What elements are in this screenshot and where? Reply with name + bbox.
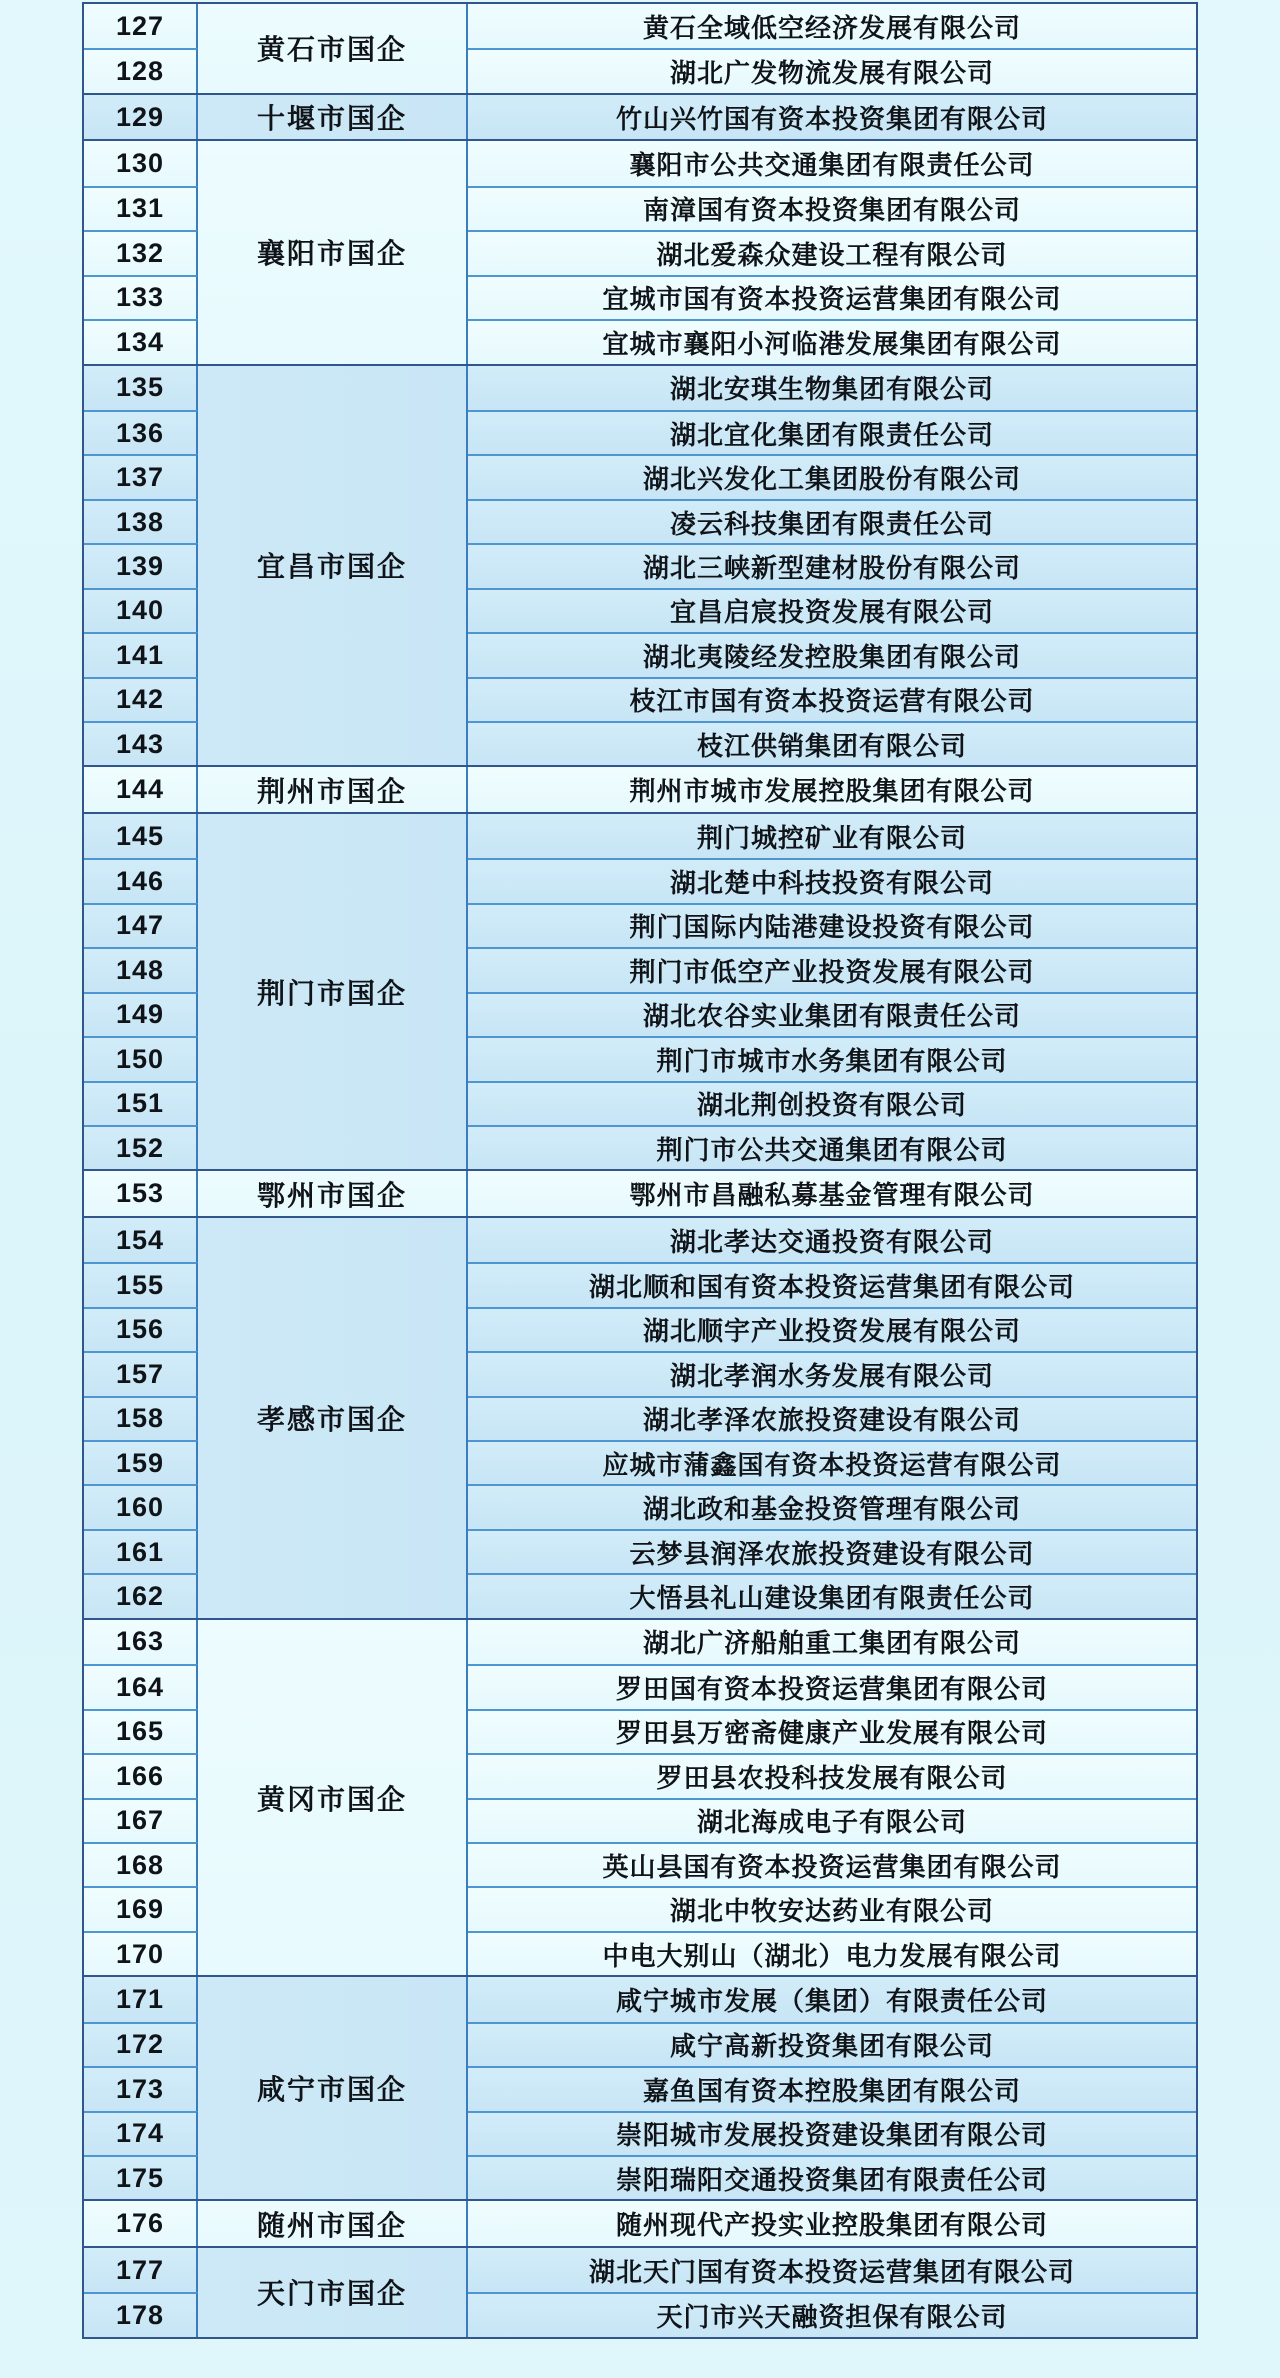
province-group [84, 139, 1196, 363]
row-number-cell: 130 [84, 141, 198, 185]
company-cell: 宜昌启宸投资发展有限公司 [468, 588, 1196, 632]
company-cell: 罗田县万密斋健康产业发展有限公司 [468, 1709, 1196, 1753]
company-cell: 应城市蒲鑫国有资本投资运营有限公司 [468, 1440, 1196, 1484]
row-number-cell: 139 [84, 543, 198, 587]
row-number-cell: 138 [84, 499, 198, 543]
company-cell: 枝江供销集团有限公司 [468, 721, 1196, 765]
category-cell: 黄冈市国企 [198, 1620, 468, 1976]
row-number-cell: 169 [84, 1886, 198, 1930]
company-cell: 湖北广发物流发展有限公司 [468, 48, 1196, 92]
category-cell: 鄂州市国企 [198, 1171, 468, 1215]
company-cell: 宜城市国有资本投资运营集团有限公司 [468, 275, 1196, 319]
company-cell: 湖北天门国有资本投资运营集团有限公司 [468, 2248, 1196, 2292]
company-cell: 湖北荆创投资有限公司 [468, 1081, 1196, 1125]
row-number-cell: 172 [84, 2022, 198, 2066]
row-number-cell: 145 [84, 814, 198, 858]
company-cell: 湖北孝润水务发展有限公司 [468, 1351, 1196, 1395]
province-group [84, 765, 1196, 811]
company-cell: 鄂州市昌融私募基金管理有限公司 [468, 1171, 1196, 1215]
company-cell: 湖北安琪生物集团有限公司 [468, 366, 1196, 410]
company-cell: 黄石全域低空经济发展有限公司 [468, 4, 1196, 48]
company-cell: 荆门市低空产业投资发展有限公司 [468, 947, 1196, 991]
province-group [84, 4, 1196, 93]
company-cell: 襄阳市公共交通集团有限责任公司 [468, 141, 1196, 185]
company-cell: 咸宁城市发展（集团）有限责任公司 [468, 1977, 1196, 2021]
province-group [84, 1169, 1196, 1215]
company-cell: 嘉鱼国有资本控股集团有限公司 [468, 2066, 1196, 2110]
row-number-cell: 131 [84, 186, 198, 230]
company-cell: 罗田国有资本投资运营集团有限公司 [468, 1664, 1196, 1708]
row-number-cell: 165 [84, 1709, 198, 1753]
row-number-cell: 144 [84, 767, 198, 811]
company-cell: 竹山兴竹国有资本投资集团有限公司 [468, 95, 1196, 139]
row-number-cell: 159 [84, 1440, 198, 1484]
row-number-cell: 142 [84, 677, 198, 721]
row-number-cell: 137 [84, 454, 198, 498]
province-group [84, 364, 1196, 766]
row-number-cell: 170 [84, 1931, 198, 1975]
row-number-cell: 155 [84, 1262, 198, 1306]
category-cell: 荆州市国企 [198, 767, 468, 811]
company-cell: 湖北夷陵经发控股集团有限公司 [468, 632, 1196, 676]
province-group [84, 2246, 1196, 2337]
company-cell: 湖北兴发化工集团股份有限公司 [468, 454, 1196, 498]
company-cell: 荆门城控矿业有限公司 [468, 814, 1196, 858]
company-cell: 湖北楚中科技投资有限公司 [468, 858, 1196, 902]
row-number-cell: 160 [84, 1484, 198, 1528]
row-number-cell: 158 [84, 1396, 198, 1440]
row-number-cell: 157 [84, 1351, 198, 1395]
company-cell: 湖北广济船舶重工集团有限公司 [468, 1620, 1196, 1664]
company-cell: 崇阳城市发展投资建设集团有限公司 [468, 2111, 1196, 2155]
row-number-cell: 152 [84, 1125, 198, 1169]
row-number-cell: 132 [84, 230, 198, 274]
row-number-cell: 171 [84, 1977, 198, 2021]
row-number-cell: 166 [84, 1753, 198, 1797]
company-cell: 中电大别山（湖北）电力发展有限公司 [468, 1931, 1196, 1975]
province-group [84, 1618, 1196, 1976]
province-group [84, 93, 1196, 139]
row-number-cell: 129 [84, 95, 198, 139]
row-number-cell: 173 [84, 2066, 198, 2110]
company-cell: 崇阳瑞阳交通投资集团有限责任公司 [468, 2155, 1196, 2199]
row-number-cell: 163 [84, 1620, 198, 1664]
province-group [84, 812, 1196, 1170]
province-group [84, 2199, 1196, 2245]
row-number-cell: 154 [84, 1218, 198, 1262]
category-cell: 咸宁市国企 [198, 1977, 468, 2199]
row-number-cell: 151 [84, 1081, 198, 1125]
row-number-cell: 147 [84, 903, 198, 947]
company-cell: 云梦县润泽农旅投资建设有限公司 [468, 1529, 1196, 1573]
company-cell: 湖北顺和国有资本投资运营集团有限公司 [468, 1262, 1196, 1306]
company-cell: 咸宁高新投资集团有限公司 [468, 2022, 1196, 2066]
row-number-cell: 153 [84, 1171, 198, 1215]
company-cell: 英山县国有资本投资运营集团有限公司 [468, 1842, 1196, 1886]
company-cell: 湖北中牧安达药业有限公司 [468, 1886, 1196, 1930]
row-number-cell: 161 [84, 1529, 198, 1573]
company-cell: 南漳国有资本投资集团有限公司 [468, 186, 1196, 230]
row-number-cell: 136 [84, 410, 198, 454]
company-cell: 湖北宜化集团有限责任公司 [468, 410, 1196, 454]
company-cell: 大悟县礼山建设集团有限责任公司 [468, 1573, 1196, 1617]
row-number-cell: 177 [84, 2248, 198, 2292]
row-number-cell: 176 [84, 2201, 198, 2245]
company-cell: 湖北农谷实业集团有限责任公司 [468, 992, 1196, 1036]
province-group [84, 1216, 1196, 1618]
company-cell: 湖北海成电子有限公司 [468, 1798, 1196, 1842]
company-cell: 荆州市城市发展控股集团有限公司 [468, 767, 1196, 811]
category-cell: 随州市国企 [198, 2201, 468, 2245]
row-number-cell: 168 [84, 1842, 198, 1886]
company-cell: 宜城市襄阳小河临港发展集团有限公司 [468, 319, 1196, 363]
category-cell: 宜昌市国企 [198, 366, 468, 766]
row-number-cell: 164 [84, 1664, 198, 1708]
company-cell: 随州现代产投实业控股集团有限公司 [468, 2201, 1196, 2245]
row-number-cell: 149 [84, 992, 198, 1036]
category-cell: 襄阳市国企 [198, 141, 468, 363]
row-number-cell: 146 [84, 858, 198, 902]
category-cell: 天门市国企 [198, 2248, 468, 2337]
category-cell: 十堰市国企 [198, 95, 468, 139]
company-cell: 枝江市国有资本投资运营有限公司 [468, 677, 1196, 721]
company-cell: 荆门市公共交通集团有限公司 [468, 1125, 1196, 1169]
row-number-cell: 174 [84, 2111, 198, 2155]
company-cell: 湖北爱森众建设工程有限公司 [468, 230, 1196, 274]
row-number-cell: 127 [84, 4, 198, 48]
row-number-cell: 141 [84, 632, 198, 676]
row-number-cell: 133 [84, 275, 198, 319]
row-number-cell: 148 [84, 947, 198, 991]
row-number-cell: 175 [84, 2155, 198, 2199]
company-cell: 湖北孝达交通投资有限公司 [468, 1218, 1196, 1262]
company-cell: 荆门国际内陆港建设投资有限公司 [468, 903, 1196, 947]
company-cell: 湖北孝泽农旅投资建设有限公司 [468, 1396, 1196, 1440]
row-number-cell: 143 [84, 721, 198, 765]
row-number-cell: 140 [84, 588, 198, 632]
company-cell: 湖北政和基金投资管理有限公司 [468, 1484, 1196, 1528]
row-number-cell: 167 [84, 1798, 198, 1842]
company-cell: 罗田县农投科技发展有限公司 [468, 1753, 1196, 1797]
company-cell: 荆门市城市水务集团有限公司 [468, 1036, 1196, 1080]
row-number-cell: 135 [84, 366, 198, 410]
category-cell: 黄石市国企 [198, 4, 468, 93]
row-number-cell: 150 [84, 1036, 198, 1080]
row-number-cell: 134 [84, 319, 198, 363]
row-number-cell: 162 [84, 1573, 198, 1617]
company-cell: 天门市兴天融资担保有限公司 [468, 2292, 1196, 2336]
row-number-cell: 178 [84, 2292, 198, 2336]
row-number-cell: 128 [84, 48, 198, 92]
province-group [84, 1975, 1196, 2199]
company-cell: 湖北顺宇产业投资发展有限公司 [468, 1307, 1196, 1351]
company-cell: 湖北三峡新型建材股份有限公司 [468, 543, 1196, 587]
soe-table [82, 2, 1198, 2339]
company-cell: 凌云科技集团有限责任公司 [468, 499, 1196, 543]
category-cell: 荆门市国企 [198, 814, 468, 1170]
row-number-cell: 156 [84, 1307, 198, 1351]
category-cell: 孝感市国企 [198, 1218, 468, 1618]
